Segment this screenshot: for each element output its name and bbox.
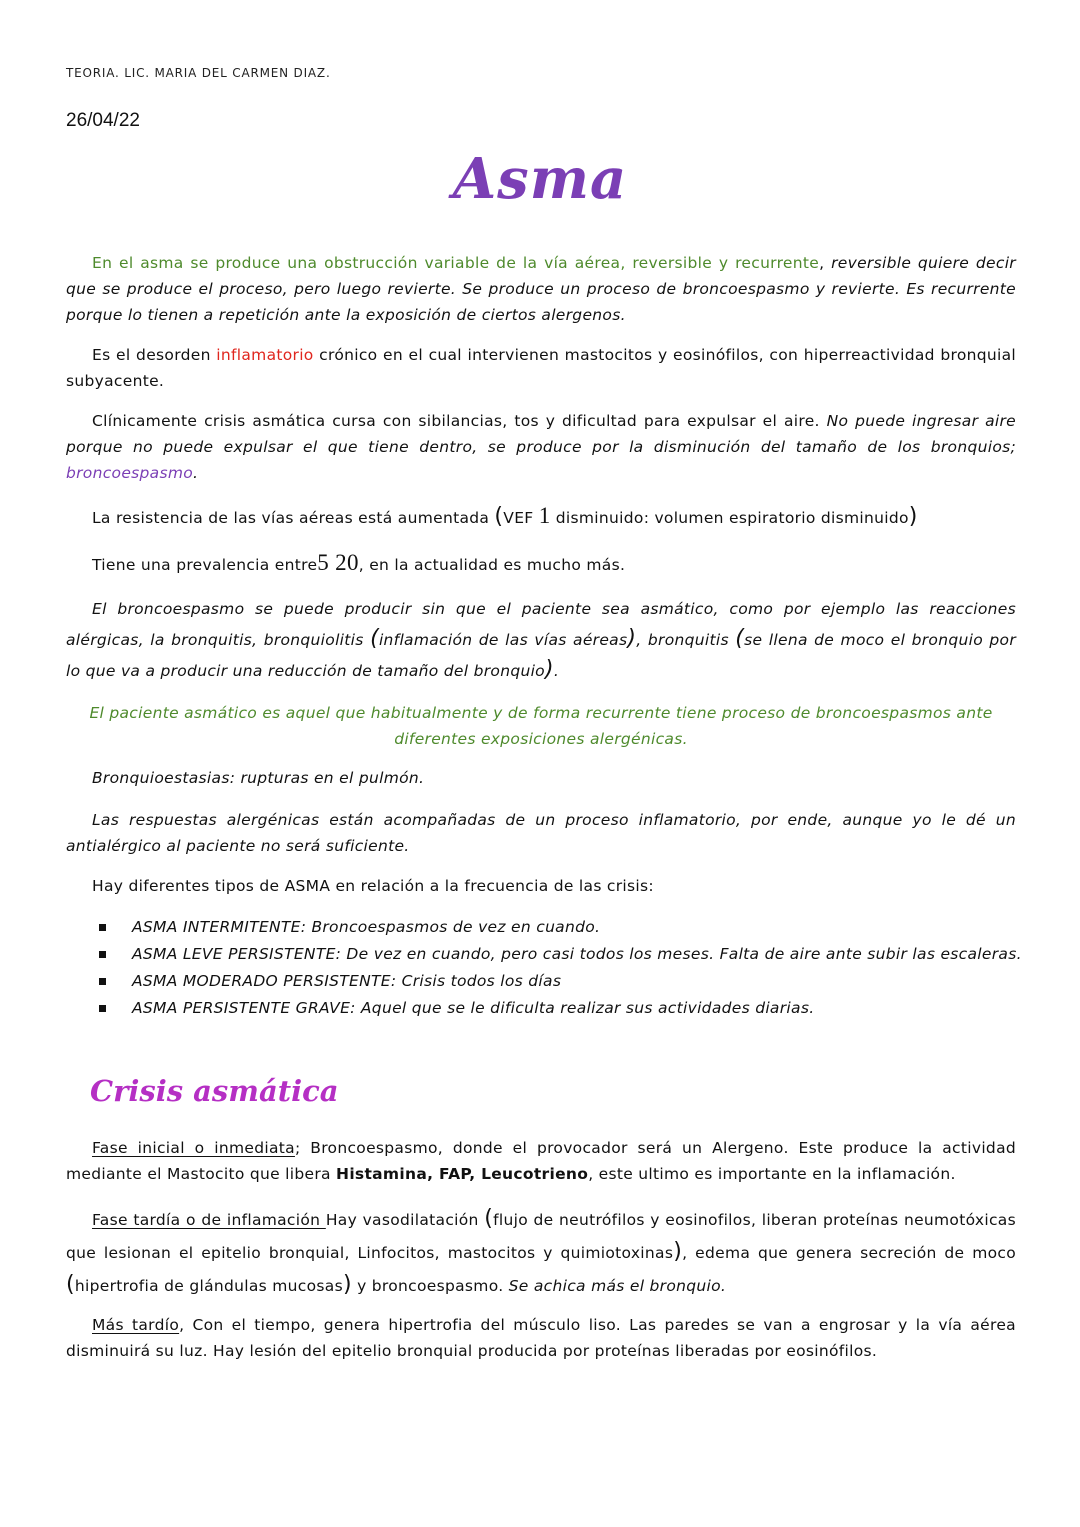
bronchospasm-text-c: , bronquitis: [636, 631, 736, 649]
later-phase-label: Más tardío: [92, 1316, 180, 1334]
bronchospasm-text-d: se llena de moco el bronquio por lo que va a producir una reducción de tamaño del bronquio: [66, 631, 1016, 680]
resistance-rparen: ): [908, 504, 918, 529]
paragraph-asthmatic-patient: El paciente asmático es aquel que habitualmente y de forma recurrente tiene proceso de broncoespasmos ante diferentes exposiciones alergénicas.: [89, 704, 993, 748]
definition-highlight: En el asma se produce una obstrucción variable de la vía aérea, reversible y recurrente: [92, 254, 820, 272]
paragraph-types-intro: Hay diferentes tipos de ASMA en relación a la frecuencia de las crisis:: [92, 877, 654, 895]
paragraph-clinical: [66, 408, 1016, 486]
bronchospasm-lparen-1: (: [370, 626, 379, 651]
list-item: [66, 914, 1026, 941]
list-item-text: ASMA PERSISTENTE GRAVE: Aquel que se le dificulta realizar sus actividades diarias.: [132, 999, 815, 1017]
clinical-text-a: Clínicamente crisis asmática cursa con sibilancias, tos y dificultad para expulsar el aire.: [92, 412, 820, 430]
paragraph-allergic-responses: Las respuestas alergénicas están acompañadas de un proceso inflamatorio, por ende, aunque yo le dé un antialérgico al paciente no será suficiente.: [66, 811, 1016, 855]
list-item: [66, 968, 1026, 995]
paragraph-initial-phase: [66, 1135, 1016, 1187]
list-item-text: ASMA LEVE PERSISTENTE: De vez en cuando, pero casi todos los meses. Falta de aire ante subir las escaleras.: [132, 945, 1022, 963]
initial-phase-label: Fase inicial o inmediata: [92, 1139, 295, 1157]
resistance-text-c: disminuido: volumen espiratorio disminuido: [550, 509, 909, 527]
disorder-text-a: Es el desorden: [92, 346, 217, 364]
vef-number: 1: [538, 503, 551, 528]
late-phase-label: Fase tardía o de inflamación: [92, 1211, 326, 1229]
section-title-crisis: Crisis asmática: [90, 1074, 339, 1108]
lecture-date: 26/04/22: [66, 110, 140, 131]
late-phase-lparen-1: (: [484, 1206, 494, 1231]
resistance-text-b: VEF: [503, 509, 539, 527]
late-phase-italic: Se achica más el bronquio.: [503, 1277, 727, 1295]
initial-phase-text-a: ; Broncoespasmo, donde el provocador será un Alergeno. Este produce la actividad mediante el Mastocito que libera: [66, 1139, 1017, 1183]
initial-phase-text-b: , este ultimo es importante en la inflamación.: [588, 1165, 956, 1183]
resistance-text-a: La resistencia de las vías aéreas está aumentada: [92, 509, 495, 527]
disorder-text-b: crónico en el cual intervienen mastocitos y eosinófilos, con hiperreactividad bronquial subyacente.: [66, 346, 1016, 390]
paragraph-resistance: [66, 503, 1016, 531]
paragraph-disorder: [66, 342, 1016, 394]
late-phase-text-e: y broncoespasmo.: [351, 1277, 504, 1295]
prevalence-text-b: , en la actualidad es mucho más.: [358, 556, 626, 574]
bullet-square-icon: [99, 924, 106, 931]
resistance-lparen: (: [494, 504, 504, 529]
late-phase-text-d: hipertrofia de glándulas mucosas: [74, 1277, 343, 1295]
paragraph-bronquioestasias: Bronquioestasias: rupturas en el pulmón.: [92, 769, 425, 787]
asthma-types-list: [66, 914, 1026, 1022]
definition-comma: ,: [819, 254, 825, 272]
paragraph-bronchospasm: [66, 595, 1016, 686]
paragraph-later-phase: [66, 1312, 1016, 1364]
bronchospasm-text-a: El broncoespasmo se puede producir sin que el paciente sea asmático, como por ejemplo las reacciones alérgicas, la bronquitis, bronquiolitis: [66, 600, 1016, 649]
bullet-square-icon: [99, 1005, 106, 1012]
late-phase-rparen-2: ): [342, 1272, 352, 1297]
inflamatorio-word: inflamatorio: [216, 346, 314, 364]
bronchospasm-text-b: inflamación de las vías aéreas: [378, 631, 628, 649]
bronchospasm-lparen-2: (: [735, 626, 745, 651]
bullet-square-icon: [99, 978, 106, 985]
clinical-text-b: No puede ingresar aire porque no puede expulsar el que tiene dentro, se produce por la disminución del tamaño de los bronquios;: [66, 412, 1017, 456]
list-item: [66, 995, 1026, 1022]
mediators-bold: Histamina, FAP, Leucotrieno: [336, 1165, 589, 1183]
bronchospasm-text-e: .: [553, 662, 560, 680]
list-item-text: ASMA INTERMITENTE: Broncoespasmos de vez en cuando.: [132, 918, 601, 936]
late-phase-text-b: flujo de neutrófilos y eosinofilos, liberan proteínas neumotóxicas que lesionan el epitelio bronquial, Linfocitos, mastocitos y quimiotoxinas: [66, 1211, 1016, 1262]
bronchospasm-rparen-2: ): [544, 657, 554, 682]
list-item-text: ASMA MODERADO PERSISTENTE: Crisis todos los días: [132, 972, 562, 990]
later-phase-text: , Con el tiempo, genera hipertrofia del músculo liso. Las paredes se van a engrosar y la vía aérea disminuirá su luz. Hay lesión del epitelio bronquial producida por proteínas liberadas por eosinófilos.: [66, 1316, 1016, 1360]
broncoespasmo-word: broncoespasmo: [66, 464, 194, 482]
page-title: Asma: [452, 146, 628, 212]
late-phase-rparen-1: ): [673, 1239, 683, 1264]
paragraph-prevalence: [66, 550, 1016, 578]
bronchospasm-rparen-1: ): [627, 626, 637, 651]
bullet-square-icon: [99, 951, 106, 958]
prevalence-numbers: 5 20: [317, 550, 359, 575]
late-phase-lparen-2: (: [66, 1272, 75, 1297]
teacher-header: TEORIA. LIC. MARIA DEL CARMEN DIAZ.: [66, 66, 331, 80]
paragraph-definition: [66, 250, 1016, 328]
list-item: [66, 941, 1026, 968]
clinical-text-c: .: [193, 464, 199, 482]
prevalence-text-a: Tiene una prevalencia entre: [92, 556, 318, 574]
definition-explanation: reversible quiere decir que se produce el proceso, pero luego revierte. Se produce un proceso de broncoespasmo y revierte. Es recurrente porque lo tienen a repetición ante la exposición de ciertos alergenos.: [66, 254, 1016, 324]
late-phase-text-a: Hay vasodilatación: [325, 1211, 485, 1229]
paragraph-late-phase: [66, 1203, 1016, 1302]
late-phase-text-c: , edema que genera secreción de moco: [682, 1244, 1016, 1262]
